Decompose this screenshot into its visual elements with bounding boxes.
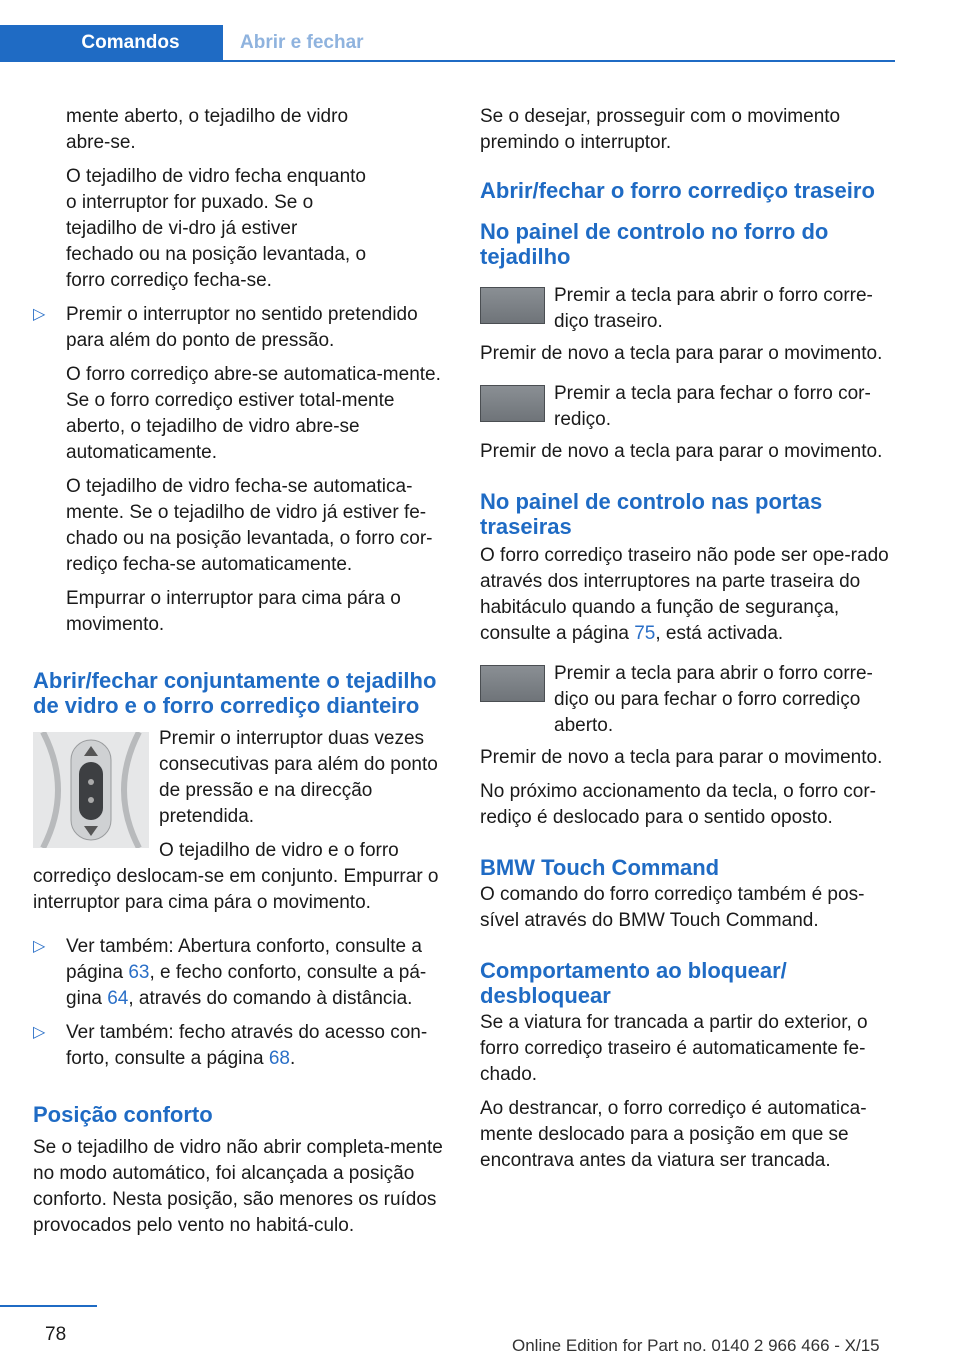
instruction-text: Premir a tecla para fechar o forro cor-rediço. [554,383,871,430]
paragraph: Se o desejar, prosseguir com o movimento premindo o interruptor. [480,106,841,153]
sunblind-button-icon [480,287,545,324]
section-heading: BMW Touch Command [480,855,720,880]
list-item [33,934,445,1012]
footer-rule [0,1305,97,1307]
tab-comandos[interactable]: Comandos [0,25,223,60]
edition-note: Online Edition for Part no. 0140 2 966 466 - X/15 [512,1336,880,1355]
left-column [33,104,445,1247]
right-column [480,104,896,1182]
page-link-75[interactable]: 75 [634,623,656,644]
triangle-bullet-icon: ▷ [33,306,46,323]
paragraph: O comando do forro corrediço também é pos-sível através do BMW Touch Command. [480,884,865,931]
bullet-text: , e fecho conforto, consulte a pá-gina [66,962,427,1009]
paragraph: O forro corrediço traseiro não pode ser ope-rado através dos interruptores na parte traseira do habitáculo quando a função de segurança, consulte a página 75, está activada. [480,545,889,644]
paragraph: No próximo accionamento da tecla, o forro cor-rediço é deslocado para o sentido oposto. [480,781,877,828]
bullet-text: Ver também: Abertura conforto, consulte a página [66,936,422,983]
bullet-text: Ver também: fecho através do acesso con-forto, consulte a página [66,1022,428,1069]
page-link-64[interactable]: 64 [107,988,129,1009]
header-bar [0,25,895,62]
instruction-text: Premir a tecla para abrir o forro corre-diço traseiro. [554,285,873,332]
section-heading: Comportamento ao bloquear/ desbloquear [480,958,787,1008]
subsection-heading: No painel de controlo nas portas traseiras [480,489,823,539]
paragraph: O tejadilho de vidro fecha enquanto o interruptor for puxado. Se o tejadilho de vi-dro já estiver fechado ou na posição levantada, o forro corrediço fecha-se. [66,166,367,291]
page-link-63[interactable]: 63 [128,962,150,983]
sunblind-button-icon [480,385,545,422]
instruction-text: Premir a tecla para abrir o forro corre-diço ou para fechar o forro corrediço aberto. [554,663,873,736]
triangle-bullet-icon: ▷ [33,1024,46,1041]
page-link-68[interactable]: 68 [268,1048,290,1069]
paragraph: Premir o interruptor duas vezes consecutivas para além do ponto de pressão e na direcção pretendida. [159,728,438,827]
paragraph: O tejadilho de vidro fecha-se automatica-mente. Se o tejadilho de vidro já estiver fe-chado ou na posição levantada, o forro cor-rediço fecha-se automaticamente. [66,476,433,575]
section-heading: Posição conforto [33,1102,213,1127]
paragraph: Premir de novo a tecla para parar o movimento. [480,441,883,462]
paragraph: Empurrar o interruptor para cima pára o movimento. [66,588,401,635]
switch-block [33,726,445,916]
triangle-bullet-icon: ▷ [33,938,46,955]
subsection-heading: No painel de controlo no forro do tejadilho [480,219,829,269]
paragraph: Ao destrancar, o forro corrediço é automatica-mente deslocado para a posição em que se encontrava antes da viatura ser trancada. [480,1098,867,1171]
page-number: 78 [45,1324,67,1345]
paragraph: mente aberto, o tejadilho de vidro abre-se. [66,106,349,153]
button-instruction [480,381,896,433]
button-instruction [480,661,896,739]
tab-abrir-e-fechar[interactable]: Abrir e fechar [240,32,364,53]
section-heading: Abrir/fechar conjuntamente o tejadilho de vidro e o forro corrediço dianteiro [33,668,437,718]
paragraph: O forro corrediço abre-se automatica-mente. Se o forro corrediço estiver total-mente aberto, o tejadilho de vidro abre-se automaticamente. [66,364,441,463]
list-item [33,1020,445,1072]
sunblind-button-icon [480,665,545,702]
paragraph: Premir de novo a tecla para parar o movimento. [480,747,883,768]
section-heading: Abrir/fechar o forro corrediço traseiro [480,178,875,203]
button-instruction [480,283,896,335]
bullet-text: . [289,1048,296,1069]
roof-switch-image [33,732,149,848]
paragraph: O tejadilho de vidro e o forro corrediço deslocam-se em conjunto. Empurrar o interruptor para cima pára o movimento. [33,840,439,913]
bullet-text: , através do comando à distância. [128,988,413,1009]
paragraph: Se o tejadilho de vidro não abrir completa-mente no modo automático, foi alcançada a posição conforto. Nesta posição, são menores os ruídos provocados pelo vento no habitá-culo. [33,1137,443,1236]
paragraph: Se a viatura for trancada a partir do exterior, o forro corrediço traseiro é automaticamente fe-chado. [480,1012,868,1085]
bullet-text: Premir o interruptor no sentido pretendido para além do ponto de pressão. [66,304,418,351]
list-item [33,302,445,354]
paragraph: Premir de novo a tecla para parar o movimento. [480,343,883,364]
